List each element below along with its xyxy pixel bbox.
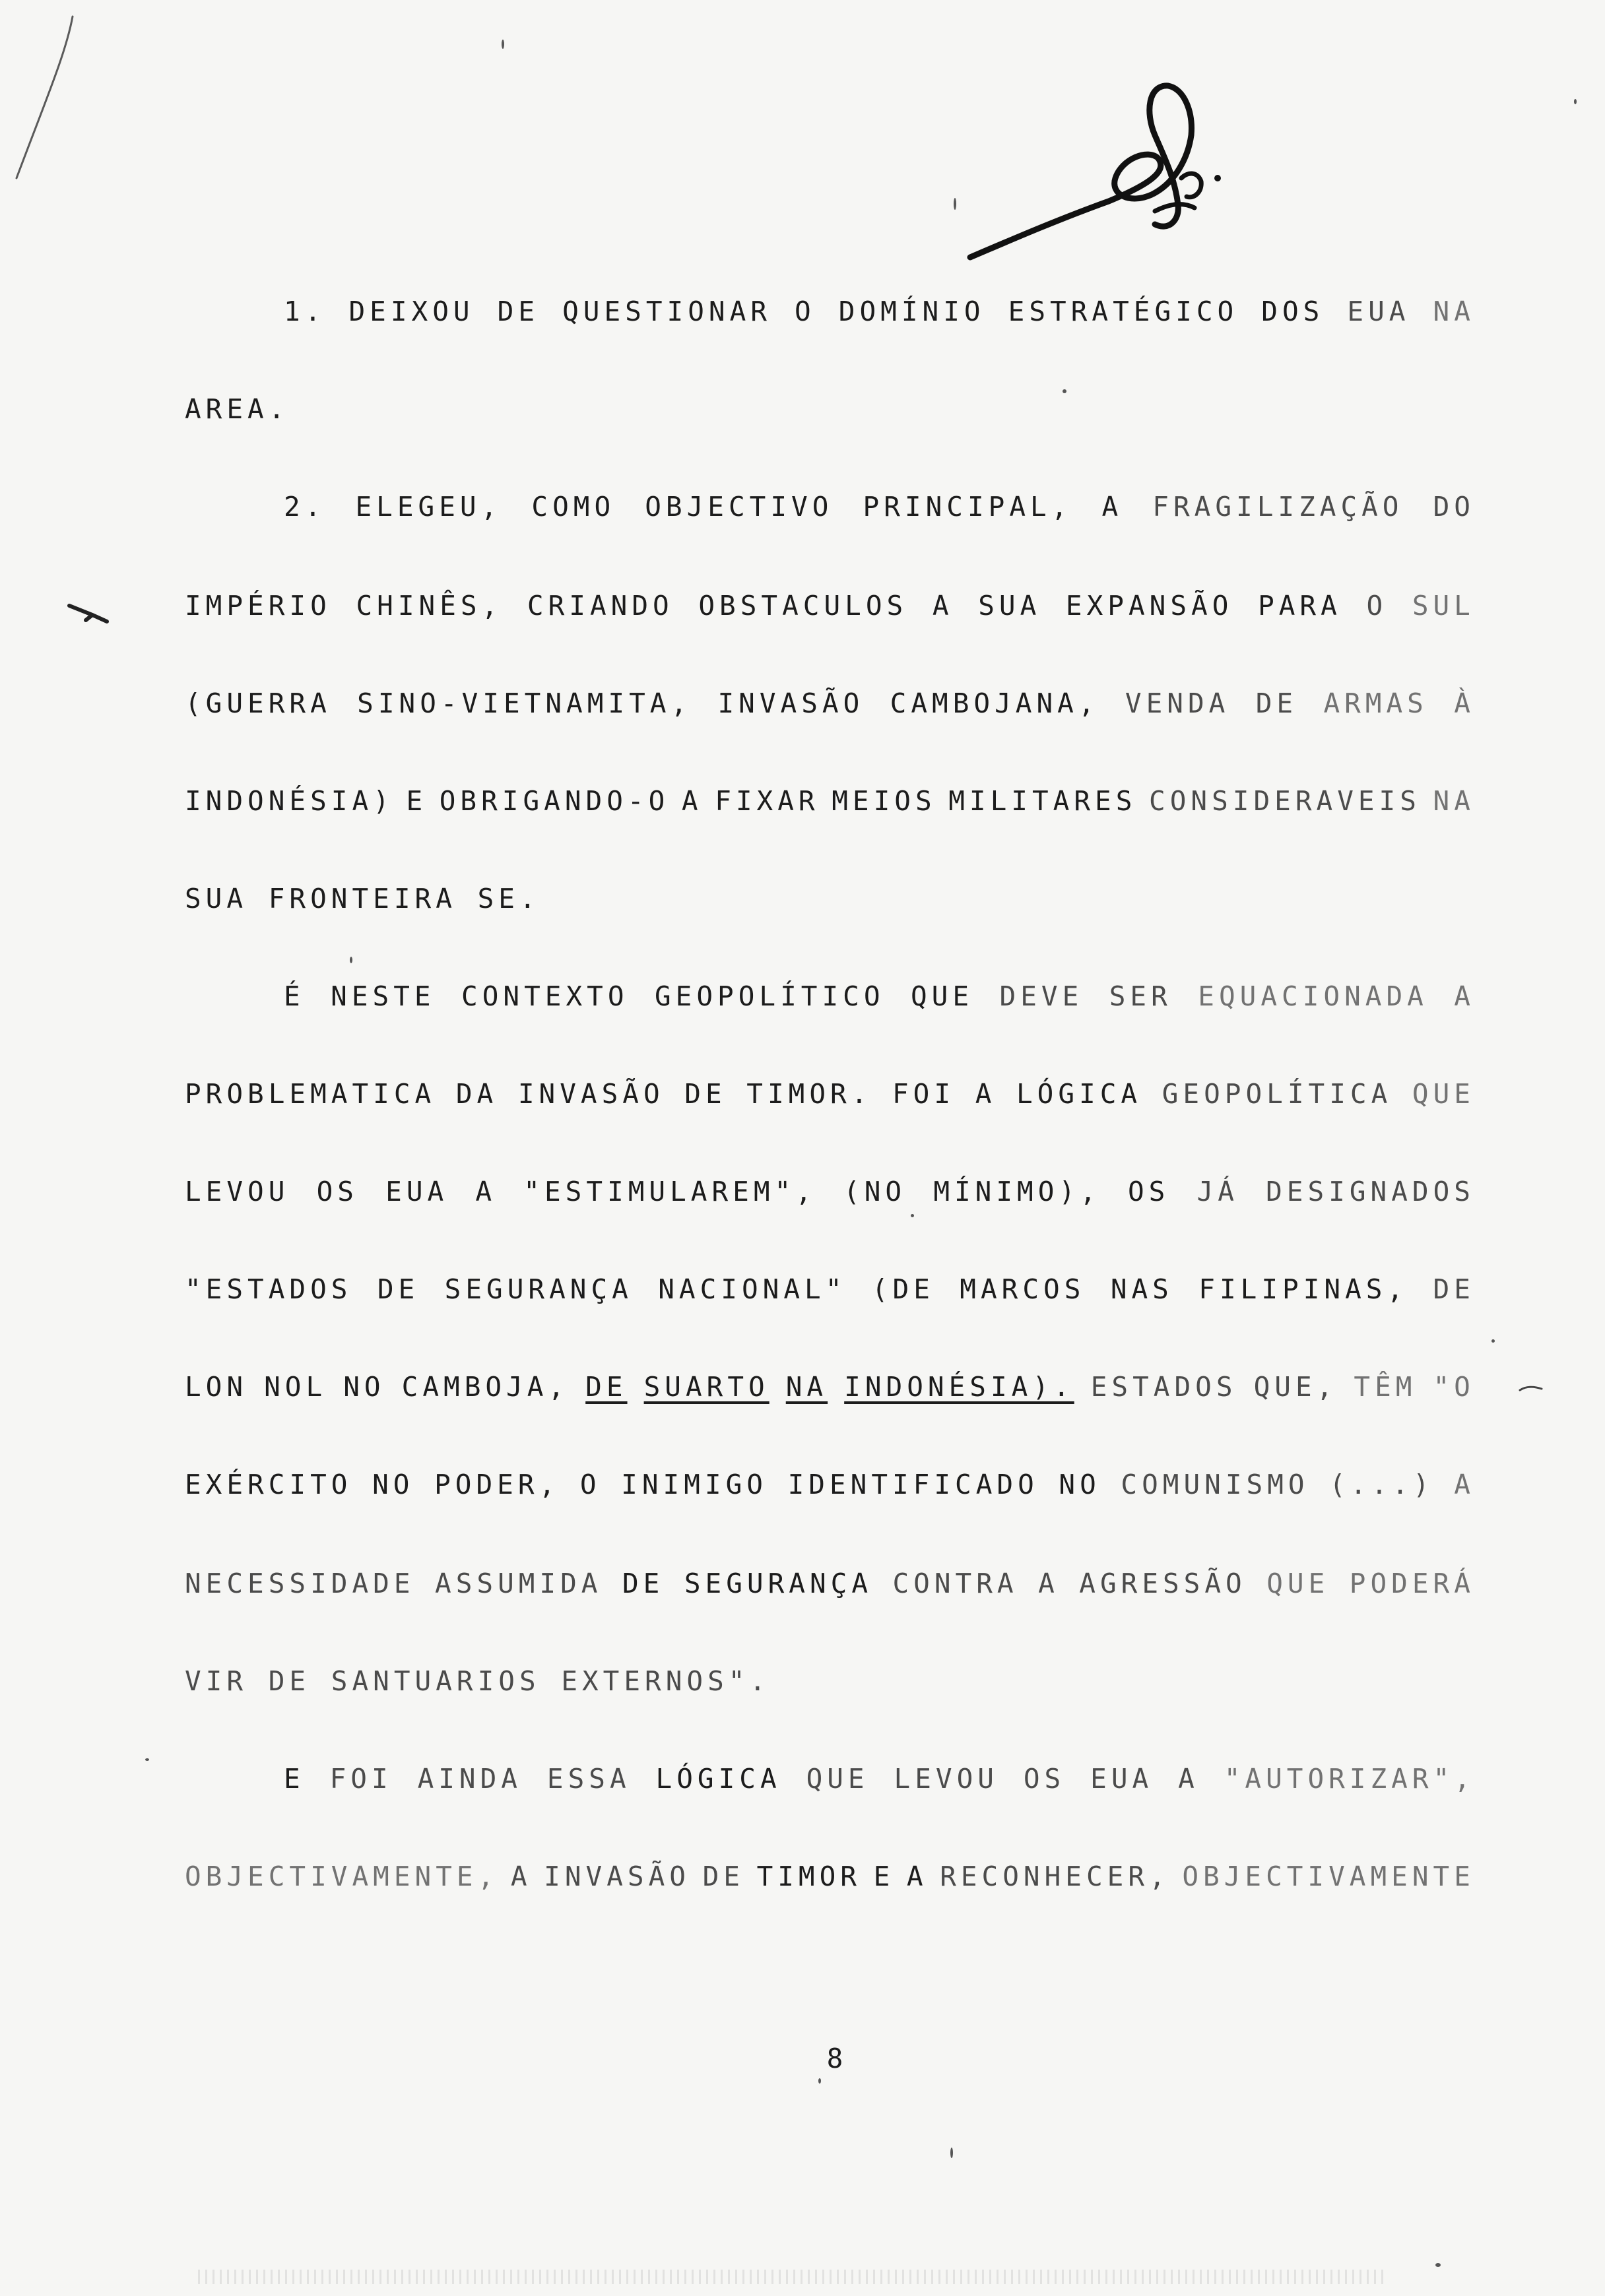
text-line-7: SUA FRONTEIRA SE. xyxy=(185,883,540,914)
scan-speck xyxy=(502,40,504,49)
text-line-6: INDONÉSIA) E OBRIGANDO-O A FIXAR MEIOS MILITARES CONSIDERAVEIS NA xyxy=(185,785,1475,817)
scan-speck xyxy=(1435,2263,1441,2267)
scan-speck xyxy=(145,1758,149,1761)
scan-speck xyxy=(950,2148,953,2158)
text-line-2: AREA. xyxy=(185,393,290,425)
text-line-17: OBJECTIVAMENTE, A INVASÃO DE TIMOR E A RECONHECER, OBJECTIVAMENTE xyxy=(185,1861,1475,1892)
scan-speck xyxy=(350,957,352,963)
handwritten-initials xyxy=(957,73,1234,271)
text-line-14: NECESSIDADE ASSUMIDA DE SEGURANÇA CONTRA A AGRESSÃO QUE PODERÁ xyxy=(185,1568,1475,1599)
scan-noise-strip xyxy=(198,2270,1386,2284)
margin-arrow-mark xyxy=(66,600,112,627)
scan-speck xyxy=(818,2078,821,2084)
text-line-13: EXÉRCITO NO PODER, O INIMIGO IDENTIFICADO NO COMUNISMO (...) A xyxy=(185,1469,1475,1500)
text-line-12: LON NOL NO CAMBOJA, DE SUARTO NA INDONÉSIA). ESTADOS QUE, TÊM "O xyxy=(185,1371,1475,1403)
text-line-4: IMPÉRIO CHINÊS, CRIANDO OBSTACULOS A SUA EXPANSÃO PARA O SUL xyxy=(185,590,1475,622)
text-line-5: (GUERRA SINO-VIETNAMITA, INVASÃO CAMBOJANA, VENDA DE ARMAS À xyxy=(185,687,1475,719)
text-line-16: E FOI AINDA ESSA LÓGICA QUE LEVOU OS EUA A "AUTORIZAR", xyxy=(284,1763,1475,1795)
text-line-15: VIR DE SANTUARIOS EXTERNOS". xyxy=(185,1665,771,1697)
scan-speck xyxy=(1063,389,1066,393)
text-line-8: É NESTE CONTEXTO GEOPOLÍTICO QUE DEVE SER EQUACIONADA A xyxy=(284,980,1475,1012)
text-line-1: 1. DEIXOU DE QUESTIONAR O DOMÍNIO ESTRATÉGICO DOS EUA NA xyxy=(284,296,1475,327)
text-line-11: "ESTADOS DE SEGURANÇA NACIONAL" (DE MARCOS NAS FILIPINAS, DE xyxy=(185,1273,1475,1305)
scan-speck xyxy=(1491,1339,1495,1343)
text-line-3: 2. ELEGEU, COMO OBJECTIVO PRINCIPAL, A FRAGILIZAÇÃO DO xyxy=(284,491,1475,523)
scan-speck xyxy=(954,198,956,210)
margin-dash-mark xyxy=(1518,1382,1544,1395)
scan-speck xyxy=(911,1214,914,1217)
page-number: 8 xyxy=(826,2043,843,2074)
text-line-9: PROBLEMATICA DA INVASÃO DE TIMOR. FOI A LÓGICA GEOPOLÍTICA QUE xyxy=(185,1078,1475,1110)
text-line-10: LEVOU OS EUA A "ESTIMULAREM", (NO MÍNIMO), OS JÁ DESIGNADOS xyxy=(185,1176,1475,1207)
scan-speck xyxy=(1574,99,1577,104)
margin-pen-stroke xyxy=(7,13,79,185)
